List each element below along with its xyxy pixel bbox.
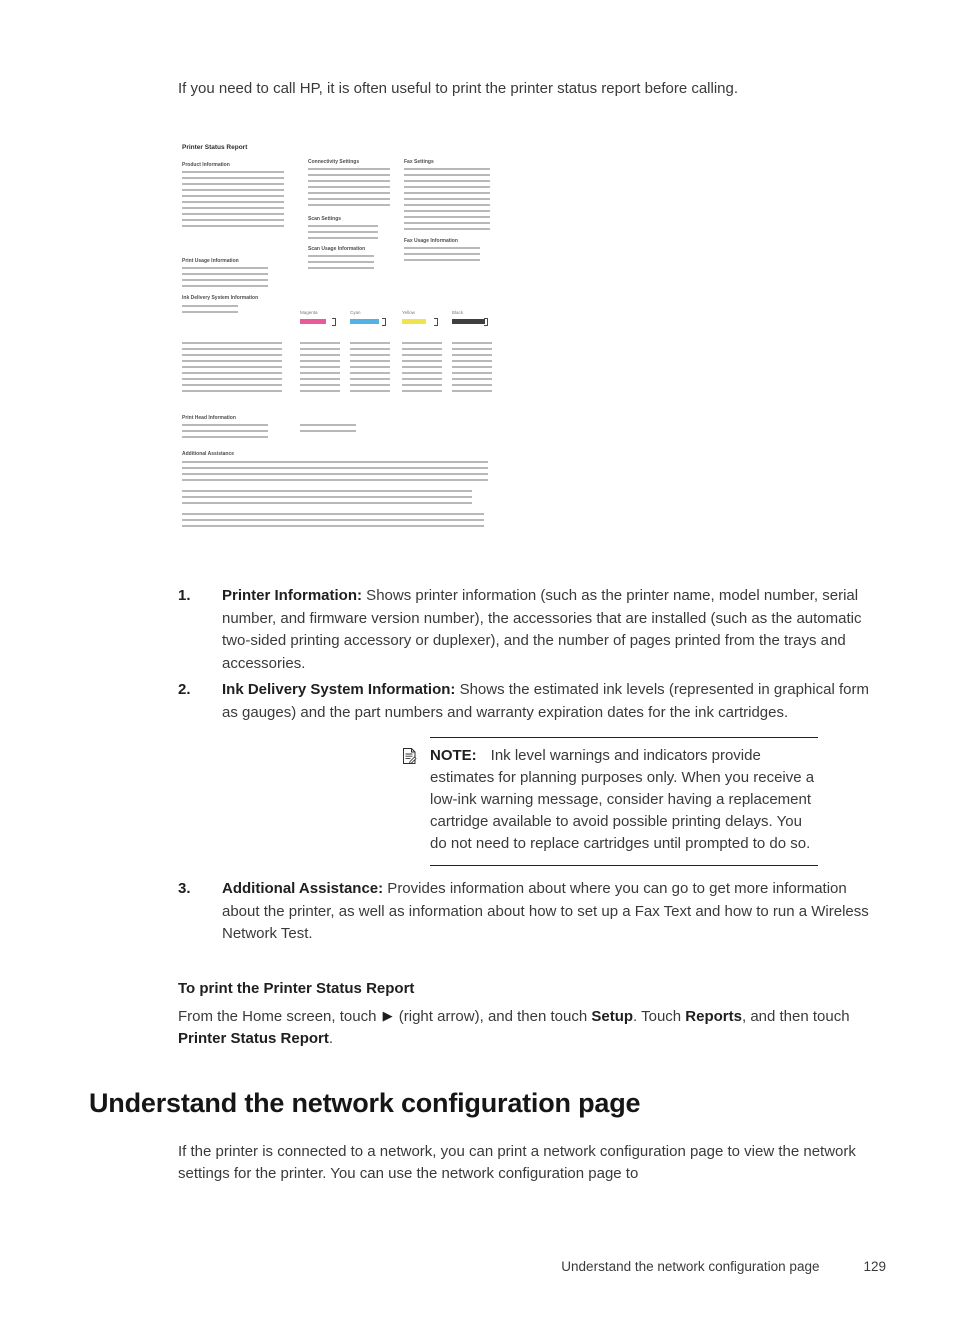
figure-section-product-information: Product Information xyxy=(182,162,230,168)
list-item-ink-delivery xyxy=(178,679,886,724)
list-item-lead: Ink Delivery System Information: xyxy=(222,681,456,698)
reports-label: Reports xyxy=(685,1007,742,1025)
ink-gauge-fill xyxy=(402,319,426,324)
figure-section-scan-usage: Scan Usage Information xyxy=(308,246,366,252)
ink-label-cyan: Cyan xyxy=(350,310,361,315)
list-item-text: Shows printer information (such as the printer name, model number, serial number, and firmware version number), the accessories that are installed (such as the automatic two-sided printing accessory or duplexer), and the number of pages printed from the trays and accessories. xyxy=(222,587,862,672)
ink-label-magenta: Magenta xyxy=(300,310,318,315)
figure-section-additional-assistance: Additional Assistance xyxy=(182,451,235,457)
instruction-text: . Touch xyxy=(633,1007,686,1025)
ink-gauge-magenta xyxy=(300,318,336,325)
instruction-text: , and then touch xyxy=(741,1007,850,1025)
tiny-text-lines xyxy=(182,171,284,228)
figure-title: Printer Status Report xyxy=(182,144,248,151)
footer-section-title: Understand the network configuration page xyxy=(561,1259,820,1274)
tiny-text-lines xyxy=(182,305,238,314)
figure-section-scan-settings: Scan Settings xyxy=(308,216,342,222)
list-item-text: Shows the estimated ink levels (represented in graphical form as gauges) and the part numbers and warranty expiration dates for the ink cartridges. xyxy=(222,681,869,721)
note-box xyxy=(430,737,818,866)
figure-section-print-usage: Print Usage Information xyxy=(182,258,239,264)
tiny-text-lines xyxy=(404,168,490,231)
list-item-additional-assistance xyxy=(178,878,886,946)
tiny-text-lines xyxy=(182,424,268,439)
list-item-body xyxy=(222,878,886,946)
intro-paragraph: If you need to call HP, it is often useful to print the printer status report before calling. xyxy=(178,80,739,97)
ink-label-yellow: Yellow xyxy=(402,310,415,315)
list-item-printer-information xyxy=(178,585,886,675)
tiny-text-lines xyxy=(300,424,356,433)
list-number: 3. xyxy=(178,880,191,897)
list-number: 2. xyxy=(178,681,191,698)
ink-label-black: Black xyxy=(452,310,464,315)
note-icon xyxy=(400,747,418,765)
note-text: Ink level warnings and indicators provide estimates for planning purposes only. When you receive a low-ink warning message, consider having a replacement cartridge available to avoid possible printing delays. You do not need to replace cartridges until prompted to do so. xyxy=(430,747,815,852)
tiny-text-lines xyxy=(300,342,340,393)
ink-gauge-black xyxy=(452,318,488,325)
setup-label: Setup xyxy=(591,1007,634,1025)
tiny-text-lines xyxy=(452,342,492,393)
list-item-body xyxy=(222,679,886,724)
ink-gauge-bracket xyxy=(434,318,438,326)
tiny-text-lines xyxy=(182,267,268,288)
page-footer xyxy=(561,1259,886,1274)
figure-section-connectivity: Connectivity Settings xyxy=(308,159,360,165)
tiny-text-lines xyxy=(308,225,378,240)
ink-gauge-bracket xyxy=(332,318,336,326)
tiny-text-lines xyxy=(350,342,390,393)
figure-section-fax-usage: Fax Usage Information xyxy=(404,238,458,244)
ink-gauge-yellow xyxy=(402,318,438,325)
print-instructions xyxy=(178,1006,886,1051)
printer-status-report-figure xyxy=(178,137,498,545)
tiny-text-lines xyxy=(182,513,484,528)
ink-gauge-fill xyxy=(452,319,485,324)
tiny-text-lines xyxy=(308,168,390,207)
note-paragraph xyxy=(430,745,818,855)
list-number: 1. xyxy=(178,587,191,604)
figure-section-ink-delivery: Ink Delivery System Information xyxy=(182,295,259,301)
right-arrow-icon: ▶ xyxy=(382,1007,393,1023)
ink-gauge-bracket xyxy=(382,318,386,326)
tiny-text-lines xyxy=(404,247,480,262)
instruction-text: (right arrow), and then touch xyxy=(394,1007,592,1025)
ink-gauge-fill xyxy=(350,319,379,324)
instruction-text: From the Home screen, touch xyxy=(178,1007,381,1025)
ink-gauge-fill xyxy=(300,319,326,324)
list-item-body xyxy=(222,585,886,675)
closing-paragraph: If the printer is connected to a network, you can print a network configuration page to view the network settings for the printer. You can use the network configuration page to xyxy=(178,1142,856,1182)
tiny-text-lines xyxy=(308,255,374,270)
tiny-text-lines xyxy=(182,490,472,505)
note-label: NOTE: xyxy=(430,747,477,764)
figure-section-fax-settings: Fax Settings xyxy=(404,159,434,165)
numbered-list xyxy=(178,585,886,946)
tiny-text-lines xyxy=(402,342,442,393)
section-heading: Understand the network configuration page xyxy=(89,1087,641,1118)
tiny-text-lines xyxy=(182,461,488,482)
instruction-text: . xyxy=(328,1030,334,1047)
figure-section-print-head: Print Head Information xyxy=(182,415,236,421)
tiny-text-lines xyxy=(182,342,282,393)
page-number: 129 xyxy=(863,1259,886,1274)
list-item-lead: Printer Information: xyxy=(222,587,363,604)
ink-gauge-cyan xyxy=(350,318,386,325)
printer-status-report-label: Printer Status Report xyxy=(178,1030,329,1047)
ink-gauge-bracket xyxy=(484,318,488,326)
procedure-subheading: To print the Printer Status Report xyxy=(178,979,415,997)
list-item-lead: Additional Assistance: xyxy=(222,880,384,897)
list-item-text: Provides information about where you can go to get more information about the printer, as well as information about how to set up a Fax Text and how to run a Wireless Network Test. xyxy=(222,880,869,942)
